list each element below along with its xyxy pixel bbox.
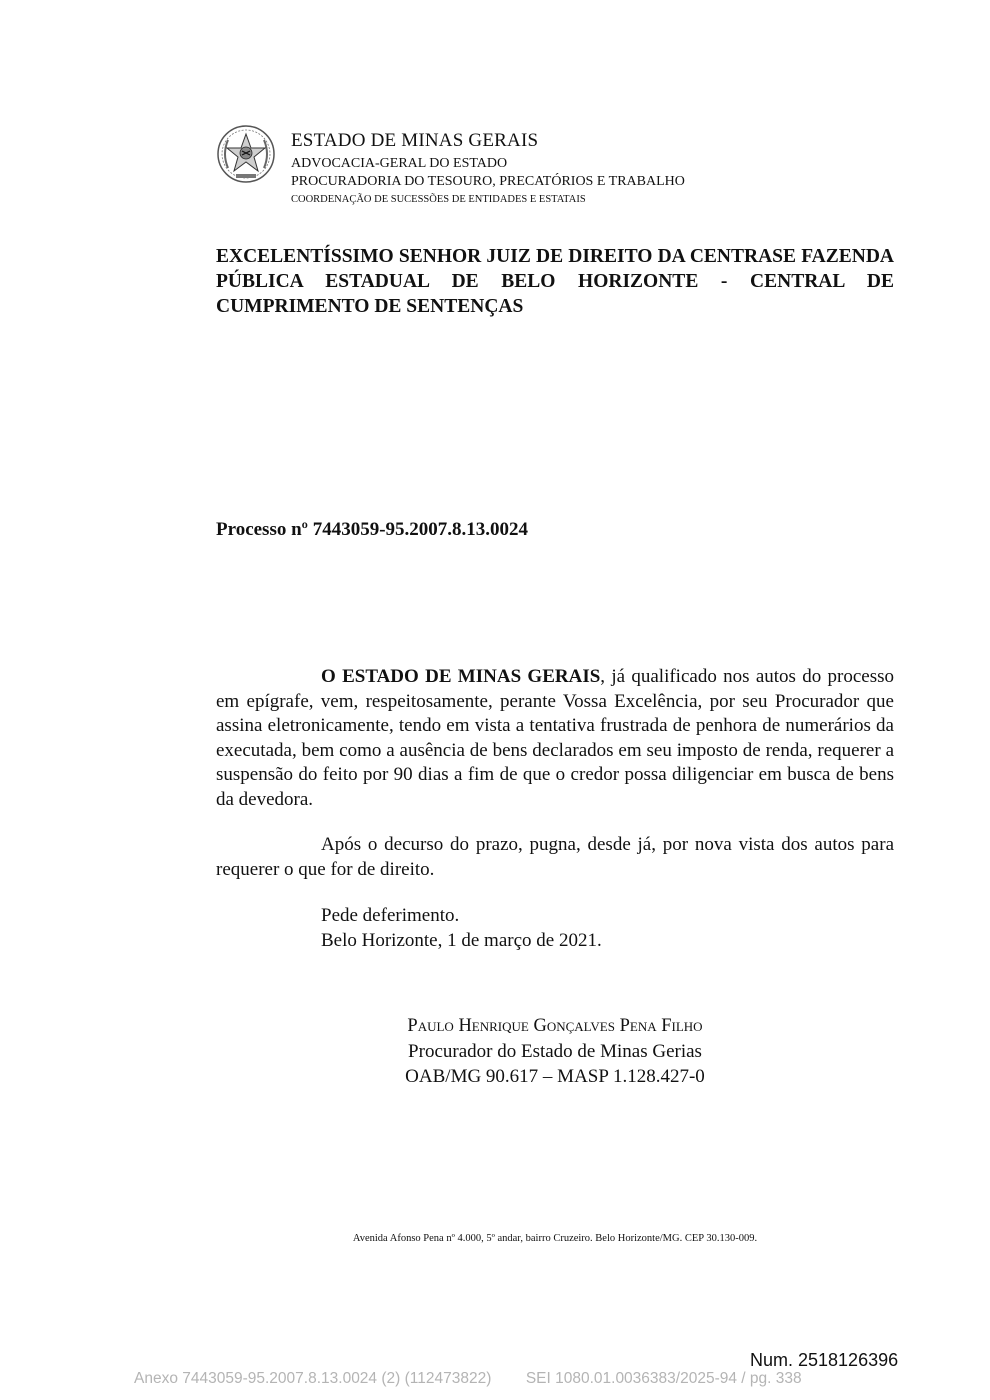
document-number-stamp: Num. 2518126396 (750, 1350, 899, 1370)
state-name: ESTADO DE MINAS GERAIS (291, 130, 539, 151)
org-line-coordenacao: COORDENAÇÃO DE SUCESSÕES DE ENTIDADES E ESTATAIS (291, 194, 586, 205)
body-paragraph-2: Após o decurso do prazo, pugna, desde já, por nova vista dos autos para requerer o que for de direito. (216, 834, 894, 880)
minas-gerais-coat-of-arms-icon (216, 124, 276, 184)
org-line-procuradoria: PROCURADORIA DO TESOURO, PRECATÓRIOS E TRABALHO (291, 174, 685, 189)
process-number: Processo nº 7443059-95.2007.8.13.0024 (216, 519, 529, 540)
body-paragraph-1 (216, 665, 894, 812)
addressee-heading: EXCELENTÍSSIMO SENHOR JUIZ DE DIREITO DA CENTRASE FAZENDA PÚBLICA ESTADUAL DE BELO HORIZONTE - CENTRAL DE CUMPRIMENTO DE SENTENÇAS (216, 246, 894, 317)
closing-request: Pede deferimento. (321, 905, 460, 926)
closing-date: Belo Horizonte, 1 de março de 2021. (321, 930, 602, 951)
signatory-registration: OAB/MG 90.617 – MASP 1.128.427-0 (405, 1066, 705, 1087)
footer-address: Avenida Afonso Pena nº 4.000, 5º andar, bairro Cruzeiro. Belo Horizonte/MG. CEP 30.130-009. (352, 1233, 758, 1244)
party-name: O ESTADO DE MINAS GERAIS (321, 666, 601, 687)
signatory-title: Procurador do Estado de Minas Gerias (408, 1041, 702, 1062)
signatory-name: Paulo Henrique Gonçalves Pena Filho (407, 1016, 703, 1036)
paragraph-1-text: , já qualificado nos autos do processo em epígrafe, vem, respeitosamente, perante Vossa Excelência, por seu Procurador que assina eletronicamente, tendo em vista a tentativa frustrada de penhora de numerários da executada, bem como a ausência de bens declarados em seu imposto de renda, requerer a suspensão do feito por 90 dias a fim de que o credor possa diligenciar em busca de bens da devedora. (216, 666, 895, 810)
org-line-advocacia: ADVOCACIA-GERAL DO ESTADO (291, 156, 508, 171)
annex-stamp: Anexo 7443059-95.2007.8.13.0024 (2) (112473822) SEI 1080.01.0036383/2025-94 / pg. 338 (134, 1370, 802, 1387)
